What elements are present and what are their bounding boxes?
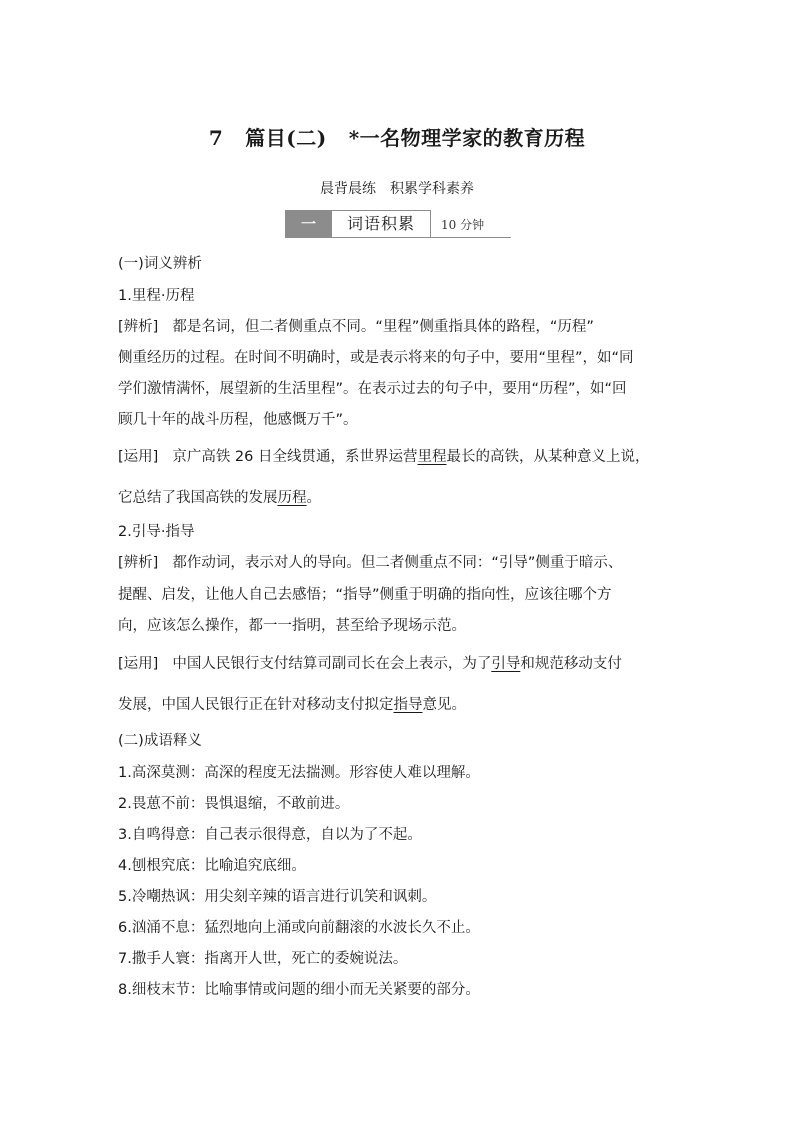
part2-heading: (二)成语释义 xyxy=(118,733,202,749)
item2-usage-line: 发展，中国人民银行正在针对移动支付拟定指导意见。 xyxy=(118,697,466,713)
usage-tag: [运用] xyxy=(118,449,159,465)
banner-label: 词语积累 xyxy=(332,210,431,238)
analysis-tag: [辨析] xyxy=(118,319,159,335)
idiom-item: 7.撒手人寰：指离开人世，死亡的委婉说法。 xyxy=(118,951,408,967)
section-heading-left: 晨背晨练 xyxy=(320,181,376,197)
item2-analysis-line: 提醒、启发，让他人自己去感悟；“指导”侧重于明确的指向性，应该往哪个方 xyxy=(118,587,612,603)
item1-analysis-line: [辨析] 都是名词，但二者侧重点不同。“里程”侧重指具体的路程，“历程” xyxy=(118,319,594,335)
idiom-item: 3.自鸣得意：自己表示很得意，自以为了不起。 xyxy=(118,827,422,843)
banner-time: 10 分钟 xyxy=(441,218,485,232)
banner-underline xyxy=(431,237,511,238)
underlined-word: 历程 xyxy=(277,490,307,506)
subtitle-marker: * xyxy=(348,126,360,150)
idiom-item: 1.高深莫测：高深的程度无法揣测。形容使人难以理解。 xyxy=(118,765,480,781)
section-heading-right: 积累学科素养 xyxy=(390,181,474,197)
part1-heading: (一)词义辨析 xyxy=(118,256,202,272)
item1-analysis-line: 顾几十年的战斗历程，他感慨万千”。 xyxy=(118,412,358,428)
banner-index: 一 xyxy=(285,210,332,238)
lesson-subtitle: 一名物理学家的教育历程 xyxy=(359,126,586,150)
usage-tag: [运用] xyxy=(118,656,159,672)
item1-analysis-line: 侧重经历的过程。在时间不明确时，或是表示将来的句子中，要用“里程”，如“同 xyxy=(118,350,634,366)
lesson-number: 7 xyxy=(208,126,224,150)
section-banner xyxy=(285,210,511,238)
item1-usage-line: [运用] 京广高铁 26 日全线贯通，系世界运营里程最长的高铁，从某种意义上说， xyxy=(118,449,650,465)
item2-analysis-line: [辨析] 都作动词，表示对人的导向。但二者侧重点不同：“引导”侧重于暗示、 xyxy=(118,555,623,571)
underlined-word: 引导 xyxy=(491,656,521,672)
section-heading xyxy=(0,178,794,198)
item2-analysis-line: 向，应该怎么操作，都一一指明，甚至给予现场示范。 xyxy=(118,618,466,634)
item2-usage-line: [运用] 中国人民银行支付结算司副司长在会上表示，为了引导和规范移动支付 xyxy=(118,656,622,672)
item1-usage-line: 它总结了我国高铁的发展历程。 xyxy=(118,490,321,506)
item1-analysis-line: 学们激情满怀，展望新的生活里程”。在表示过去的句子中，要用“历程”，如“回 xyxy=(118,381,627,397)
idiom-item: 5.冷嘲热讽：用尖刻辛辣的语言进行讥笑和讽刺。 xyxy=(118,889,437,905)
page-title xyxy=(0,122,794,151)
idiom-item: 8.细枝末节：比喻事情或问题的细小而无关紧要的部分。 xyxy=(118,982,480,998)
lesson-title: 篇目(二) xyxy=(245,126,327,150)
underlined-word: 里程 xyxy=(417,449,447,465)
underlined-word: 指导 xyxy=(393,697,423,713)
idiom-item: 6.汹涌不息：猛烈地向上涌或向前翻滚的水波长久不止。 xyxy=(118,920,480,936)
analysis-tag: [辨析] xyxy=(118,555,159,571)
idiom-item: 4.刨根究底：比喻追究底细。 xyxy=(118,858,306,874)
item1-title: 1.里程·历程 xyxy=(118,288,195,304)
idiom-item: 2.畏葸不前：畏惧退缩，不敢前进。 xyxy=(118,796,350,812)
item2-title: 2.引导·指导 xyxy=(118,524,195,540)
